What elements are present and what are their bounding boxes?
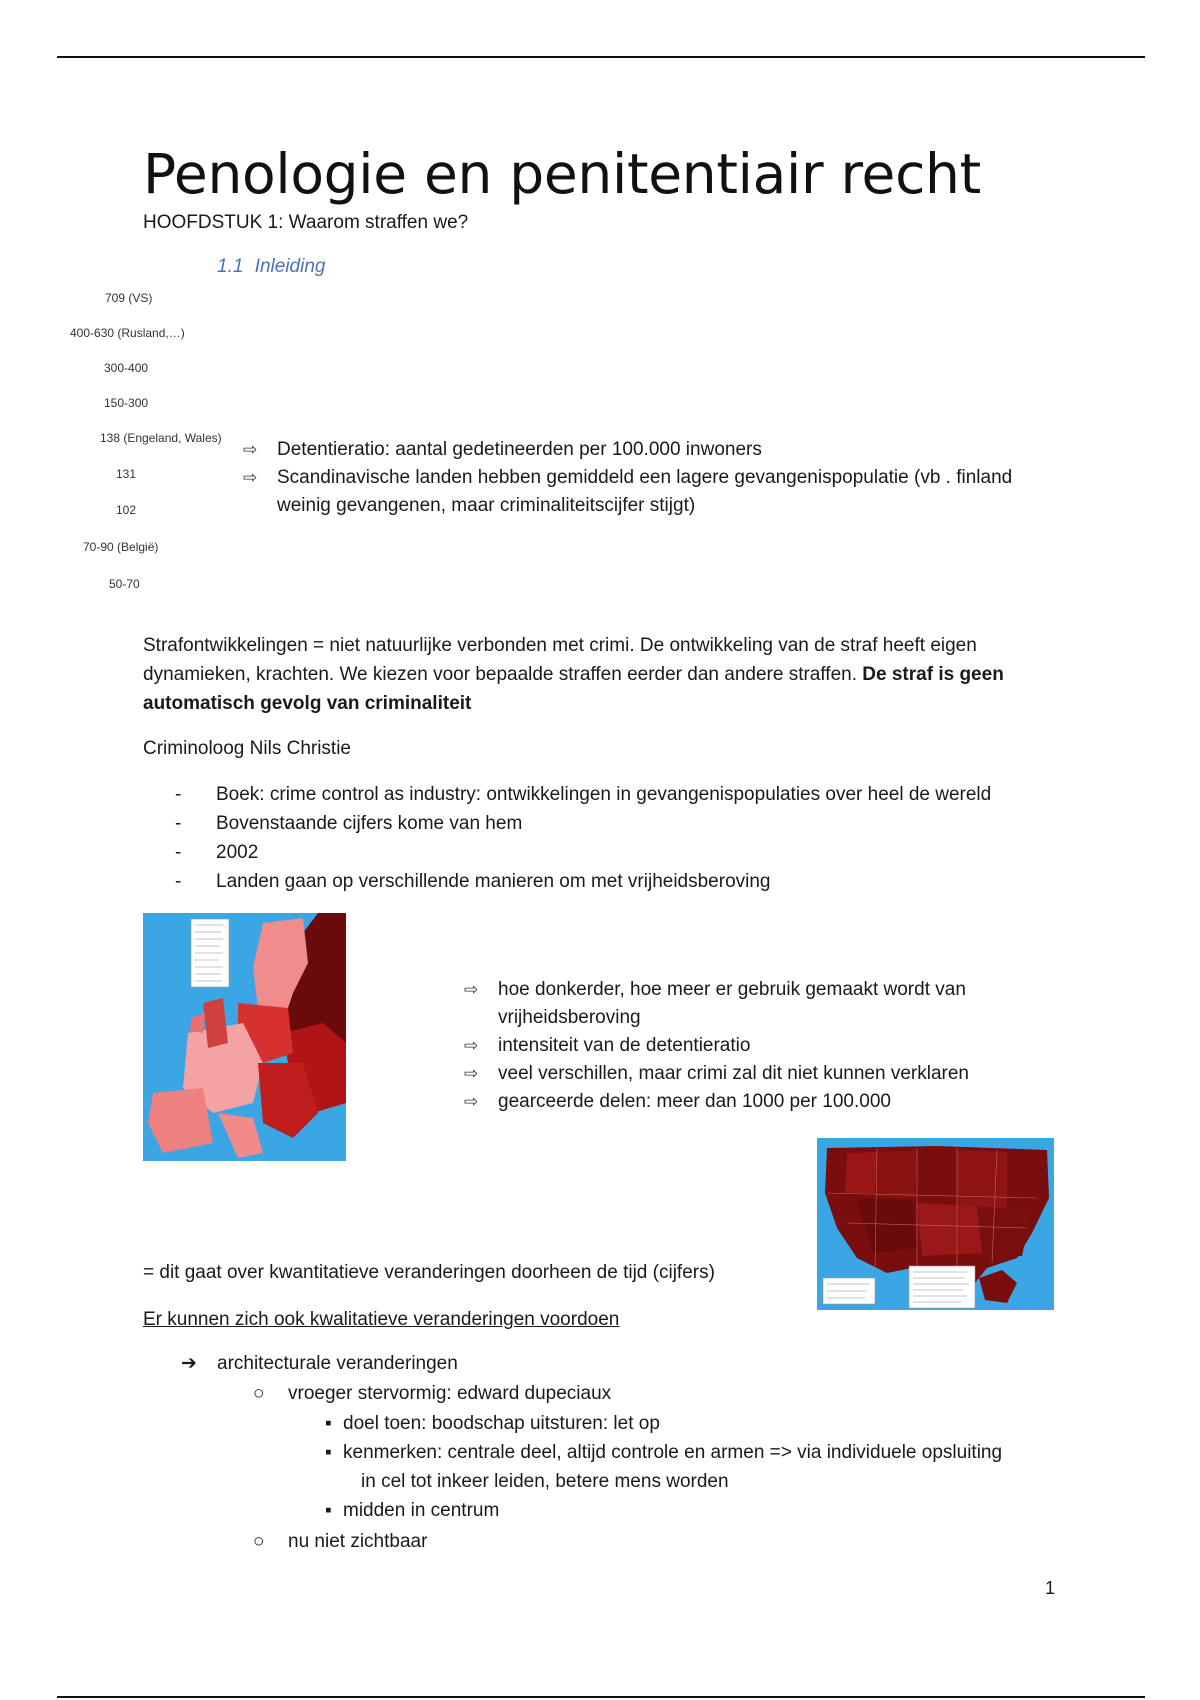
page-title: Penologie en penitentiair recht bbox=[143, 142, 981, 206]
legend-item: 102 bbox=[116, 503, 137, 517]
note-item: ⇨ Detentieratio: aantal gedetineerden per 100.000 inwoners bbox=[243, 436, 1103, 464]
arrow-right-icon: ⇨ bbox=[464, 1036, 479, 1055]
legend-item: 131 bbox=[116, 467, 137, 481]
criminologist-line: Criminoloog Nils Christie bbox=[143, 738, 351, 759]
note-item: ⇨ intensiteit van de detentieratio bbox=[464, 1032, 1024, 1060]
note-item: ⇨ Scandinavische landen hebben gemiddeld een lagere gevangenispopulatie (vb . finland weinig gevangenen, maar criminaliteitscijfer stijgt) bbox=[243, 464, 1103, 520]
legend-item: 400-630 (Rusland,…) bbox=[70, 326, 185, 340]
list-item: - Boek: crime control as industry: ontwikkelingen in gevangenispopulaties over heel de wereld bbox=[175, 784, 992, 805]
outline-level2: ○ vroeger stervormig: edward dupeciaux bbox=[253, 1379, 1093, 1408]
square-bullet-icon: ▪ bbox=[325, 1442, 332, 1463]
qualitative-heading: Er kunnen zich ook kwalitatieve veranderingen voordoen bbox=[143, 1309, 620, 1330]
list-item: ▪ midden in centrum bbox=[325, 1496, 1105, 1525]
note-item: ⇨ veel verschillen, maar crimi zal dit niet kunnen verklaren bbox=[464, 1060, 1024, 1088]
quantitative-note: = dit gaat over kwantitatieve veranderingen doorheen de tijd (cijfers) bbox=[143, 1262, 715, 1283]
section-heading bbox=[217, 256, 325, 278]
list-item: ▪ kenmerken: centrale deel, altijd controle en armen => via individuele opsluiting bbox=[325, 1438, 1105, 1467]
list-item: - Landen gaan op verschillende manieren om met vrijheidsberoving bbox=[175, 871, 771, 892]
europe-detention-map bbox=[143, 913, 346, 1161]
outline-level1: ➔ architecturale veranderingen bbox=[181, 1349, 1081, 1378]
legend-item: 50-70 bbox=[109, 577, 140, 591]
note-item: ⇨ gearceerde delen: meer dan 1000 per 100.000 bbox=[464, 1088, 1024, 1116]
outline-level3 bbox=[325, 1409, 1105, 1525]
square-bullet-icon: ▪ bbox=[325, 1413, 332, 1434]
legend-item: 70-90 (België) bbox=[83, 540, 159, 554]
circle-bullet-icon: ○ bbox=[253, 1383, 265, 1404]
arrow-right-icon: ⇨ bbox=[464, 1092, 479, 1111]
page-number: 1 bbox=[1045, 1578, 1056, 1598]
arrow-bold-icon: ➔ bbox=[181, 1353, 197, 1374]
usa-detention-map bbox=[817, 1138, 1054, 1310]
legend-item: 300-400 bbox=[104, 361, 149, 375]
list-item: in cel tot inkeer leiden, betere mens worden bbox=[361, 1471, 729, 1492]
outline-level2: ○ nu niet zichtbaar bbox=[253, 1527, 1093, 1556]
circle-bullet-icon: ○ bbox=[253, 1531, 265, 1552]
arrow-right-icon: ⇨ bbox=[464, 1064, 479, 1083]
top-rule bbox=[57, 56, 1145, 58]
list-item: - Bovenstaande cijfers kome van hem bbox=[175, 813, 523, 834]
section-number: 1.1 bbox=[217, 256, 244, 277]
list-item: - 2002 bbox=[175, 842, 259, 863]
note-item: ⇨ hoe donkerder, hoe meer er gebruik gemaakt wordt van vrijheidsberoving bbox=[464, 976, 1024, 1032]
legend-item: 138 (Engeland, Wales) bbox=[100, 431, 222, 445]
arrow-right-icon: ⇨ bbox=[464, 980, 479, 999]
legend-item: 150-300 bbox=[104, 396, 149, 410]
arrow-right-icon: ⇨ bbox=[243, 440, 258, 459]
arrow-right-icon: ⇨ bbox=[243, 468, 258, 487]
list-item: ▪ doel toen: boodschap uitsturen: let op bbox=[325, 1409, 1105, 1438]
map-notes bbox=[464, 976, 1024, 1116]
paragraph-strafontwikkelingen: Strafontwikkelingen = niet natuurlijke verbonden met crimi. De ontwikkeling van de straf heeft eigen dynamieken, krachten. We kiezen voor bepaalde straffen eerder dan andere straffen. De straf is geen automatisch gevolg van criminaliteit bbox=[143, 635, 1004, 714]
bullet-list bbox=[175, 780, 991, 896]
square-bullet-icon: ▪ bbox=[325, 1500, 332, 1521]
section-label: Inleiding bbox=[254, 256, 326, 277]
chapter-subtitle: HOOFDSTUK 1: Waarom straffen we? bbox=[143, 212, 469, 233]
detention-notes bbox=[243, 436, 1103, 520]
legend-item: 709 (VS) bbox=[105, 291, 153, 305]
bottom-rule bbox=[57, 1696, 1145, 1698]
